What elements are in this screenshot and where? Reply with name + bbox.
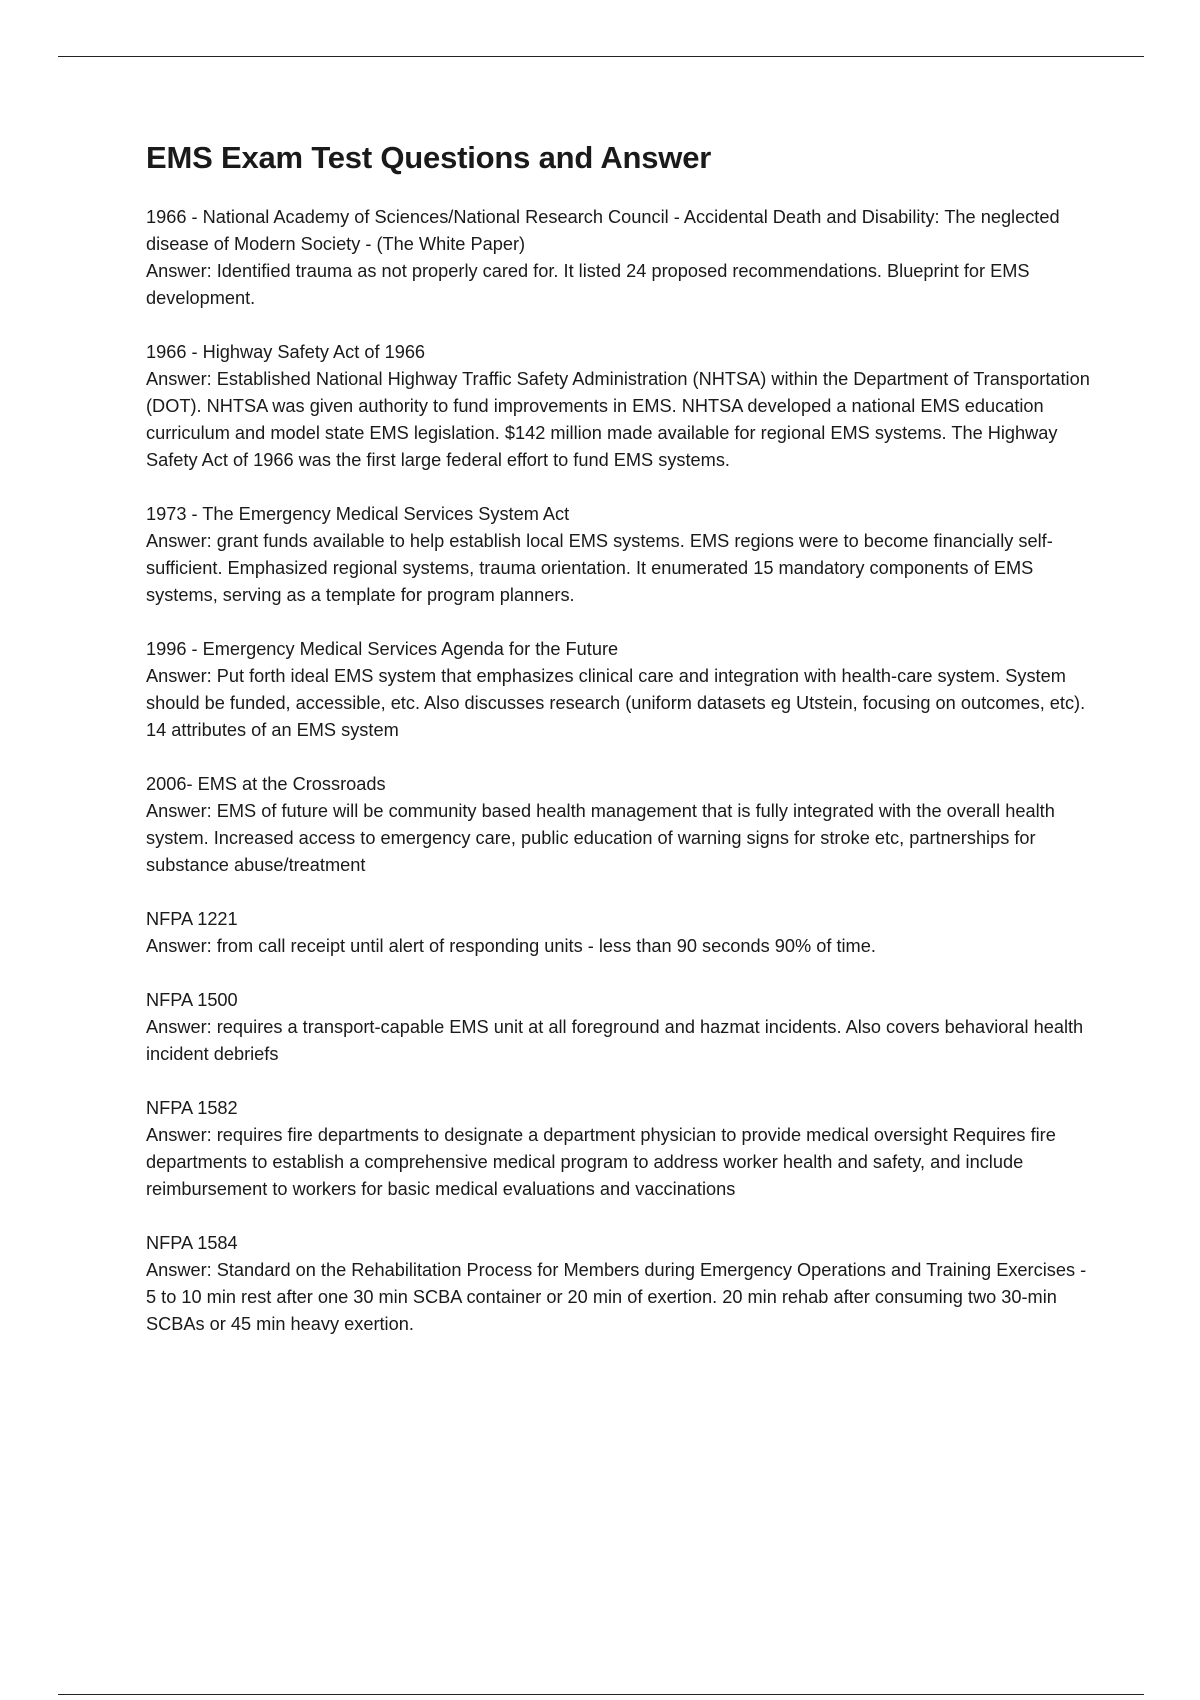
- header-rule: [58, 56, 1144, 57]
- answer-text: Answer: requires fire departments to designate a department physician to provide medical oversight Requires fire departments to establish a comprehensive medical program to address worker health and safety, and include reimbursement to workers for basic medical evaluations and vaccinations: [146, 1125, 1056, 1199]
- qa-item: [146, 1095, 1096, 1203]
- qa-item: [146, 987, 1096, 1068]
- answer-text: Answer: Established National Highway Traffic Safety Administration (NHTSA) within the Department of Transportation (DOT). NHTSA was given authority to fund improvements in EMS. NHTSA developed a national EMS education curriculum and model state EMS legislation. $142 million made available for regional EMS systems. The Highway Safety Act of 1966 was the first large federal effort to fund EMS systems.: [146, 369, 1090, 470]
- question-text: 1973 - The Emergency Medical Services System Act: [146, 504, 570, 524]
- answer-text: Answer: requires a transport-capable EMS unit at all foreground and hazmat incidents. Also covers behavioral health incident debriefs: [146, 1017, 1084, 1064]
- question-text: NFPA 1500: [146, 990, 238, 1010]
- question-text: NFPA 1582: [146, 1098, 238, 1118]
- page-title: EMS Exam Test Questions and Answer: [146, 140, 712, 175]
- answer-text: Answer: grant funds available to help establish local EMS systems. EMS regions were to become financially self-sufficient. Emphasized regional systems, trauma orientation. It enumerated 15 mandatory components of EMS systems, serving as a template for program planners.: [146, 531, 1053, 605]
- question-text: NFPA 1584: [146, 1233, 238, 1253]
- question-text: 1966 - Highway Safety Act of 1966: [146, 342, 426, 362]
- qa-item: [146, 501, 1096, 609]
- answer-text: Answer: Standard on the Rehabilitation Process for Members during Emergency Operations and Training Exercises - 5 to 10 min rest after one 30 min SCBA container or 20 min of exertion. 20 min rehab after consuming two 30-min SCBAs or 45 min heavy exertion.: [146, 1260, 1087, 1334]
- answer-text: Answer: from call receipt until alert of responding units - less than 90 seconds 90% of time.: [146, 936, 876, 956]
- question-text: NFPA 1221: [146, 909, 238, 929]
- qa-item: [146, 771, 1096, 879]
- question-text: 1966 - National Academy of Sciences/National Research Council - Accidental Death and Disability: The neglected disease of Modern Society - (The White Paper): [146, 207, 1060, 254]
- answer-text: Answer: Identified trauma as not properly cared for. It listed 24 proposed recommendations. Blueprint for EMS development.: [146, 261, 1030, 308]
- answer-text: Answer: Put forth ideal EMS system that emphasizes clinical care and integration with health-care system. System should be funded, accessible, etc. Also discusses research (uniform datasets eg Utstein, focusing on outcomes, etc). 14 attributes of an EMS system: [146, 666, 1086, 740]
- answer-text: Answer: EMS of future will be community based health management that is fully integrated with the overall health system. Increased access to emergency care, public education of warning signs for stroke etc, partnerships for substance abuse/treatment: [146, 801, 1055, 875]
- question-text: 1996 - Emergency Medical Services Agenda for the Future: [146, 639, 619, 659]
- footer-rule: [58, 1694, 1144, 1695]
- qa-item: [146, 204, 1096, 312]
- question-text: 2006- EMS at the Crossroads: [146, 774, 386, 794]
- qa-item: [146, 906, 1096, 960]
- document-body: [146, 140, 1096, 1365]
- qa-item: [146, 1230, 1096, 1338]
- qa-item: [146, 339, 1096, 474]
- qa-item: [146, 636, 1096, 744]
